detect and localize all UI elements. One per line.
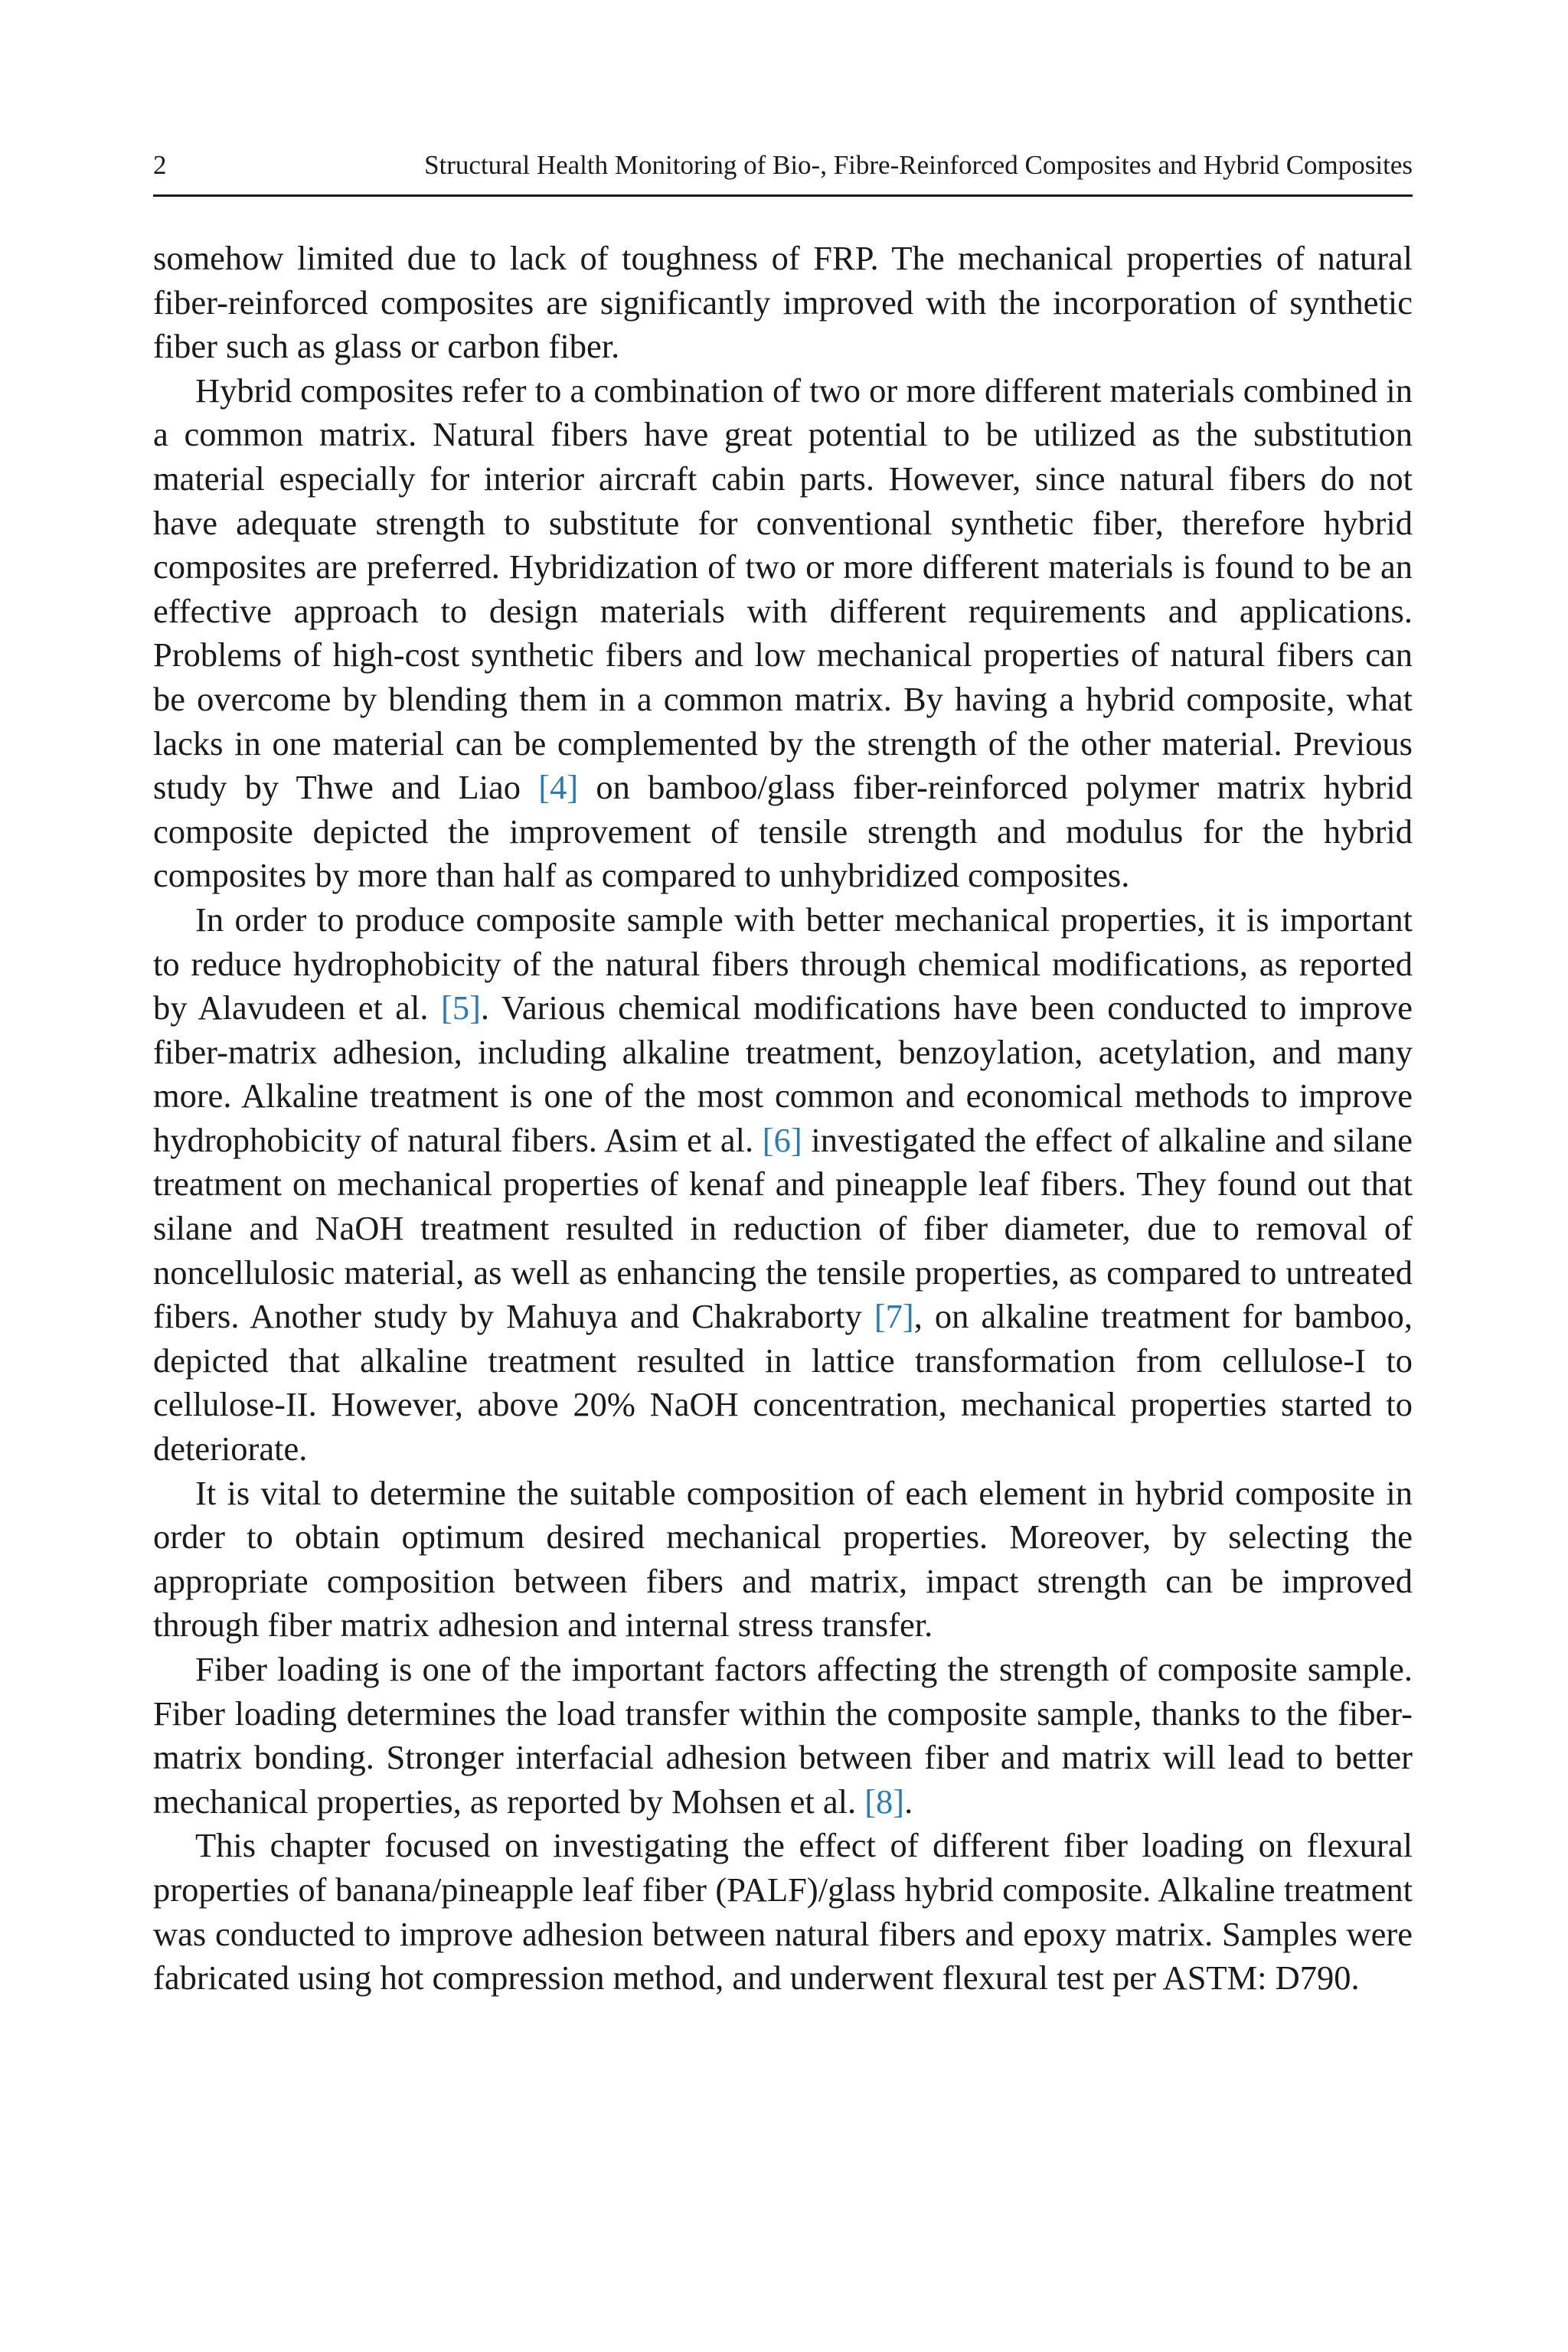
- paragraph-text: Hybrid composites refer to a combination of two or more different materials combined in a common matrix. Natural fibers have great potential to be utilized as the substitution material especially for interior aircraft cabin parts. However, since natural fibers do not have adequate strength to substitute for conventional synthetic fiber, therefore hybrid composites are preferred. Hybridization of two or more different materials is found to be an effective approach to design materials with different requirements and applications. Problems of high-cost synthetic fibers and low mechanical properties of natural fibers can be overcome by blending them in a common matrix. By having a hybrid composite, what lacks in one material can be complemented by the strength of the other material. Previous study by Thwe and Liao: [153, 371, 1413, 807]
- paragraph-3: [153, 898, 1413, 1472]
- paragraph-1: [153, 237, 1413, 369]
- running-title: Structural Health Monitoring of Bio-, Fibre-Reinforced Composites and Hybrid Composites: [424, 150, 1413, 180]
- paragraph-text: In order to produce composite sample with better mechanical properties, it is important to reduce hydrophobicity of the natural fibers through chemical modifications, as reported by Alavudeen et al.: [153, 900, 1413, 1027]
- paragraph-text: .: [904, 1782, 913, 1821]
- paragraph-text: somehow limited due to lack of toughness of FRP. The mechanical properties of natural fiber-reinforced composites are significantly improved with the incorporation of synthetic fiber such as glass or carbon fiber.: [153, 239, 1413, 366]
- paragraph-text: Fiber loading is one of the important factors affecting the strength of composite sample. Fiber loading determines the load transfer within the composite sample, thanks to the fiber-matrix bonding. Stronger interfacial adhesion between fiber and matrix will lead to better mechanical properties, as reported by Mohsen et al.: [153, 1650, 1413, 1821]
- paragraph-2: [153, 369, 1413, 898]
- paragraph-6: [153, 1824, 1413, 2000]
- citation-link[interactable]: [5]: [441, 988, 481, 1027]
- paragraph-text: investigated the effect of alkaline and silane treatment on mechanical properties of kenaf and pineapple leaf fibers. They found out that silane and NaOH treatment resulted in reduction of fiber diameter, due to removal of noncellulosic material, as well as enhancing the tensile properties, as compared to untreated fibers. Another study by Mahuya and Chakraborty: [153, 1120, 1413, 1336]
- citation-link[interactable]: [4]: [538, 768, 579, 807]
- body-text: [153, 237, 1413, 2001]
- paragraph-text: It is vital to determine the suitable composition of each element in hybrid composite in order to obtain optimum desired mechanical properties. Moreover, by selecting the appropriate composition between fibers and matrix, impact strength can be improved through fiber matrix adhesion and internal stress transfer.: [153, 1473, 1413, 1645]
- paragraph-5: [153, 1648, 1413, 1824]
- paragraph-4: [153, 1472, 1413, 1648]
- paragraph-text: . Various chemical modifications have been conducted to improve fiber-matrix adhesion, including alkaline treatment, benzoylation, acetylation, and many more. Alkaline treatment is one of the most common and economical methods to improve hydrophobicity of natural fibers. Asim et al.: [153, 988, 1413, 1159]
- citation-link[interactable]: [6]: [762, 1120, 802, 1159]
- paragraph-text: , on alkaline treatment for bamboo, depicted that alkaline treatment resulted in lattice transformation from cellulose-I to cellulose-II. However, above 20% NaOH concentration, mechanical properties started to deteriorate.: [153, 1297, 1413, 1468]
- paragraph-text: on bamboo/glass fiber-reinforced polymer matrix hybrid composite depicted the improvement of tensile strength and modulus for the hybrid composites by more than half as compared to unhybridized composites.: [153, 768, 1413, 895]
- citation-link[interactable]: [7]: [874, 1297, 914, 1336]
- citation-link[interactable]: [8]: [864, 1782, 905, 1821]
- paragraph-text: This chapter focused on investigating the effect of different fiber loading on flexural properties of banana/pineapple leaf fiber (PALF)/glass hybrid composite. Alkaline treatment was conducted to improve adhesion between natural fibers and epoxy matrix. Samples were fabricated using hot compression method, and underwent flexural test per ASTM: D790.: [153, 1826, 1413, 1998]
- page-number: 2: [153, 150, 167, 180]
- header-rule: [153, 194, 1413, 197]
- running-head: [153, 147, 1413, 184]
